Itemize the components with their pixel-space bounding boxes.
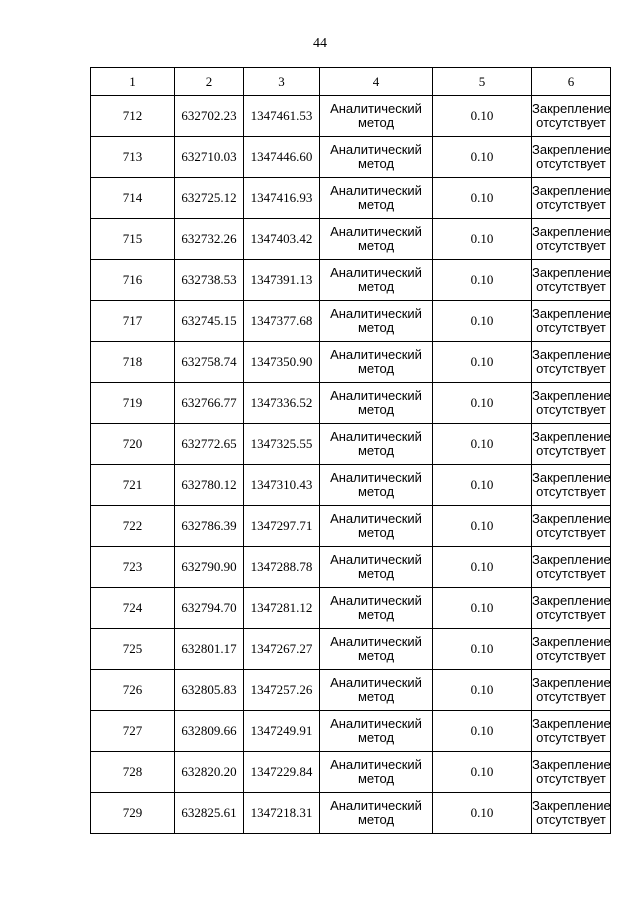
y-coordinate-cell: 1347218.31 <box>244 793 320 834</box>
y-coordinate-cell: 1347297.71 <box>244 506 320 547</box>
point-number-cell: 725 <box>91 629 175 670</box>
table-row <box>91 629 611 670</box>
table-row <box>91 219 611 260</box>
x-coordinate-cell: 632725.12 <box>175 178 244 219</box>
accuracy-cell: 0.10 <box>433 752 532 793</box>
y-coordinate-cell: 1347249.91 <box>244 711 320 752</box>
x-coordinate-cell: 632758.74 <box>175 342 244 383</box>
table-row <box>91 711 611 752</box>
accuracy-cell: 0.10 <box>433 793 532 834</box>
y-coordinate-cell: 1347391.13 <box>244 260 320 301</box>
point-number-cell: 715 <box>91 219 175 260</box>
method-cell: Аналитический метод <box>320 752 433 793</box>
y-coordinate-cell: 1347350.90 <box>244 342 320 383</box>
accuracy-cell: 0.10 <box>433 96 532 137</box>
table-row <box>91 547 611 588</box>
y-coordinate-cell: 1347310.43 <box>244 465 320 506</box>
point-number-cell: 720 <box>91 424 175 465</box>
x-coordinate-cell: 632732.26 <box>175 219 244 260</box>
method-cell: Аналитический метод <box>320 383 433 424</box>
point-number-cell: 729 <box>91 793 175 834</box>
method-cell: Аналитический метод <box>320 260 433 301</box>
fixing-cell: Закрепление отсутствует <box>532 588 611 629</box>
x-coordinate-cell: 632745.15 <box>175 301 244 342</box>
y-coordinate-cell: 1347336.52 <box>244 383 320 424</box>
accuracy-cell: 0.10 <box>433 301 532 342</box>
accuracy-cell: 0.10 <box>433 383 532 424</box>
point-number-cell: 727 <box>91 711 175 752</box>
method-cell: Аналитический метод <box>320 793 433 834</box>
fixing-cell: Закрепление отсутствует <box>532 424 611 465</box>
accuracy-cell: 0.10 <box>433 547 532 588</box>
y-coordinate-cell: 1347446.60 <box>244 137 320 178</box>
method-cell: Аналитический метод <box>320 137 433 178</box>
method-cell: Аналитический метод <box>320 219 433 260</box>
table-row <box>91 424 611 465</box>
fixing-cell: Закрепление отсутствует <box>532 178 611 219</box>
column-header: 4 <box>320 68 433 96</box>
y-coordinate-cell: 1347288.78 <box>244 547 320 588</box>
table-row <box>91 670 611 711</box>
fixing-cell: Закрепление отсутствует <box>532 547 611 588</box>
method-cell: Аналитический метод <box>320 506 433 547</box>
table-row <box>91 793 611 834</box>
x-coordinate-cell: 632780.12 <box>175 465 244 506</box>
y-coordinate-cell: 1347325.55 <box>244 424 320 465</box>
method-cell: Аналитический метод <box>320 424 433 465</box>
x-coordinate-cell: 632794.70 <box>175 588 244 629</box>
method-cell: Аналитический метод <box>320 342 433 383</box>
point-number-cell: 724 <box>91 588 175 629</box>
table-row <box>91 588 611 629</box>
y-coordinate-cell: 1347403.42 <box>244 219 320 260</box>
fixing-cell: Закрепление отсутствует <box>532 301 611 342</box>
fixing-cell: Закрепление отсутствует <box>532 793 611 834</box>
accuracy-cell: 0.10 <box>433 424 532 465</box>
method-cell: Аналитический метод <box>320 588 433 629</box>
x-coordinate-cell: 632809.66 <box>175 711 244 752</box>
y-coordinate-cell: 1347267.27 <box>244 629 320 670</box>
x-coordinate-cell: 632820.20 <box>175 752 244 793</box>
accuracy-cell: 0.10 <box>433 260 532 301</box>
point-number-cell: 716 <box>91 260 175 301</box>
column-header: 5 <box>433 68 532 96</box>
table-row <box>91 506 611 547</box>
x-coordinate-cell: 632766.77 <box>175 383 244 424</box>
point-number-cell: 726 <box>91 670 175 711</box>
fixing-cell: Закрепление отсутствует <box>532 342 611 383</box>
x-coordinate-cell: 632801.17 <box>175 629 244 670</box>
fixing-cell: Закрепление отсутствует <box>532 219 611 260</box>
accuracy-cell: 0.10 <box>433 670 532 711</box>
point-number-cell: 718 <box>91 342 175 383</box>
column-header: 2 <box>175 68 244 96</box>
point-number-cell: 714 <box>91 178 175 219</box>
method-cell: Аналитический метод <box>320 629 433 670</box>
y-coordinate-cell: 1347281.12 <box>244 588 320 629</box>
table-row <box>91 465 611 506</box>
table-header-row <box>91 68 611 96</box>
point-number-cell: 719 <box>91 383 175 424</box>
y-coordinate-cell: 1347416.93 <box>244 178 320 219</box>
table-row <box>91 383 611 424</box>
page-number: 44 <box>313 36 327 51</box>
x-coordinate-cell: 632772.65 <box>175 424 244 465</box>
fixing-cell: Закрепление отсутствует <box>532 383 611 424</box>
fixing-cell: Закрепление отсутствует <box>532 670 611 711</box>
method-cell: Аналитический метод <box>320 178 433 219</box>
table-row <box>91 260 611 301</box>
fixing-cell: Закрепление отсутствует <box>532 506 611 547</box>
x-coordinate-cell: 632825.61 <box>175 793 244 834</box>
method-cell: Аналитический метод <box>320 465 433 506</box>
x-coordinate-cell: 632786.39 <box>175 506 244 547</box>
point-number-cell: 713 <box>91 137 175 178</box>
method-cell: Аналитический метод <box>320 670 433 711</box>
column-header: 6 <box>532 68 611 96</box>
x-coordinate-cell: 632738.53 <box>175 260 244 301</box>
fixing-cell: Закрепление отсутствует <box>532 96 611 137</box>
accuracy-cell: 0.10 <box>433 465 532 506</box>
table-row <box>91 137 611 178</box>
y-coordinate-cell: 1347461.53 <box>244 96 320 137</box>
point-number-cell: 722 <box>91 506 175 547</box>
fixing-cell: Закрепление отсутствует <box>532 137 611 178</box>
fixing-cell: Закрепление отсутствует <box>532 711 611 752</box>
accuracy-cell: 0.10 <box>433 219 532 260</box>
table-row <box>91 301 611 342</box>
column-header: 1 <box>91 68 175 96</box>
y-coordinate-cell: 1347229.84 <box>244 752 320 793</box>
x-coordinate-cell: 632702.23 <box>175 96 244 137</box>
accuracy-cell: 0.10 <box>433 342 532 383</box>
y-coordinate-cell: 1347257.26 <box>244 670 320 711</box>
x-coordinate-cell: 632710.03 <box>175 137 244 178</box>
fixing-cell: Закрепление отсутствует <box>532 629 611 670</box>
y-coordinate-cell: 1347377.68 <box>244 301 320 342</box>
accuracy-cell: 0.10 <box>433 588 532 629</box>
point-number-cell: 728 <box>91 752 175 793</box>
table-row <box>91 96 611 137</box>
accuracy-cell: 0.10 <box>433 137 532 178</box>
x-coordinate-cell: 632790.90 <box>175 547 244 588</box>
point-number-cell: 717 <box>91 301 175 342</box>
method-cell: Аналитический метод <box>320 96 433 137</box>
table-body <box>91 96 611 834</box>
accuracy-cell: 0.10 <box>433 506 532 547</box>
coordinates-table <box>90 67 611 834</box>
table-row <box>91 178 611 219</box>
method-cell: Аналитический метод <box>320 301 433 342</box>
point-number-cell: 712 <box>91 96 175 137</box>
point-number-cell: 721 <box>91 465 175 506</box>
column-header: 3 <box>244 68 320 96</box>
method-cell: Аналитический метод <box>320 547 433 588</box>
accuracy-cell: 0.10 <box>433 711 532 752</box>
accuracy-cell: 0.10 <box>433 178 532 219</box>
accuracy-cell: 0.10 <box>433 629 532 670</box>
table-row <box>91 752 611 793</box>
point-number-cell: 723 <box>91 547 175 588</box>
fixing-cell: Закрепление отсутствует <box>532 752 611 793</box>
method-cell: Аналитический метод <box>320 711 433 752</box>
fixing-cell: Закрепление отсутствует <box>532 260 611 301</box>
x-coordinate-cell: 632805.83 <box>175 670 244 711</box>
table-row <box>91 342 611 383</box>
fixing-cell: Закрепление отсутствует <box>532 465 611 506</box>
